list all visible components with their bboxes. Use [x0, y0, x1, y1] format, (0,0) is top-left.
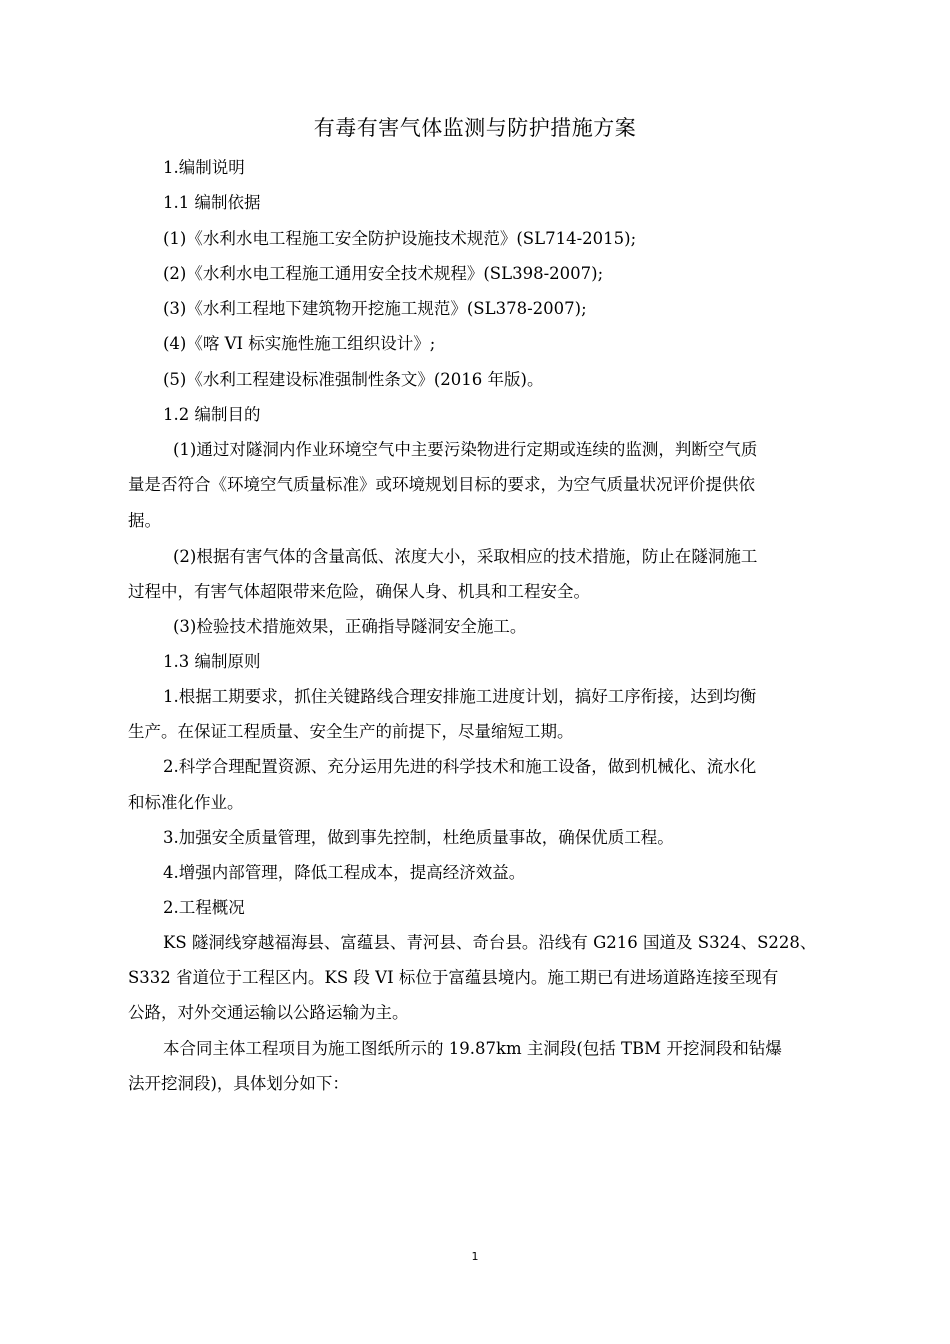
- paragraph-line: KS 隧洞线穿越福海县、富蕴县、青河县、奇台县。沿线有 G216 国道及 S324、S228、: [163, 933, 817, 952]
- paragraph-line: 据。: [128, 511, 161, 530]
- paragraph-line: 2.科学合理配置资源、充分运用先进的科学技术和施工设备，做到机械化、流水化: [163, 757, 757, 776]
- paragraph-line: 3.加强安全质量管理，做到事先控制，杜绝质量事故，确保优质工程。: [163, 828, 674, 847]
- paragraph-line: 本合同主体工程项目为施工图纸所示的 19.87km 主洞段(包括 TBM 开挖洞段和钻爆: [163, 1039, 782, 1058]
- paragraph-line: (3)检验技术措施效果，正确指导隧洞安全施工。: [173, 617, 527, 636]
- paragraph-line: 1.根据工期要求，抓住关键路线合理安排施工进度计划，搞好工序衔接，达到均衡: [163, 687, 757, 706]
- reference-item: (5)《水利工程建设标准强制性条文》(2016 年版)。: [163, 370, 544, 389]
- paragraph-line: 过程中，有害气体超限带来危险，确保人身、机具和工程安全。: [128, 582, 590, 601]
- reference-item: (2)《水利水电工程施工通用安全技术规程》(SL398-2007);: [163, 264, 604, 283]
- subsection-heading: 1.3 编制原则: [163, 652, 261, 671]
- paragraph-line: 和标准化作业。: [128, 793, 244, 812]
- paragraph-line: (2)根据有害气体的含量高低、浓度大小，采取相应的技术措施，防止在隧洞施工: [173, 547, 758, 566]
- paragraph-line: (1)通过对隧洞内作业环境空气中主要污染物进行定期或连续的监测，判断空气质: [173, 440, 758, 459]
- document-title: 有毒有害气体监测与防护措施方案: [313, 116, 637, 140]
- subsection-heading: 1.2 编制目的: [163, 405, 261, 424]
- paragraph-line: 量是否符合《环境空气质量标准》或环境规划目标的要求，为空气质量状况评价提供依: [128, 475, 755, 494]
- section-heading: 2.工程概况: [163, 898, 245, 917]
- reference-item: (3)《水利工程地下建筑物开挖施工规范》(SL378-2007);: [163, 299, 587, 318]
- page-number: 1: [471, 1250, 479, 1263]
- paragraph-line: 4.增强内部管理，降低工程成本，提高经济效益。: [163, 863, 526, 882]
- reference-item: (1)《水利水电工程施工安全防护设施技术规范》(SL714-2015);: [163, 229, 637, 248]
- paragraph-line: 公路，对外交通运输以公路运输为主。: [128, 1003, 409, 1022]
- section-heading: 1.编制说明: [163, 158, 245, 177]
- paragraph-line: 生产。在保证工程质量、安全生产的前提下，尽量缩短工期。: [128, 722, 574, 741]
- subsection-heading: 1.1 编制依据: [163, 193, 261, 212]
- paragraph-line: S332 省道位于工程区内。KS 段 VI 标位于富蕴县境内。施工期已有进场道路连接至现有: [128, 968, 779, 987]
- paragraph-line: 法开挖洞段)，具体划分如下：: [128, 1074, 349, 1093]
- reference-item: (4)《喀 VI 标实施性施工组织设计》;: [163, 334, 436, 353]
